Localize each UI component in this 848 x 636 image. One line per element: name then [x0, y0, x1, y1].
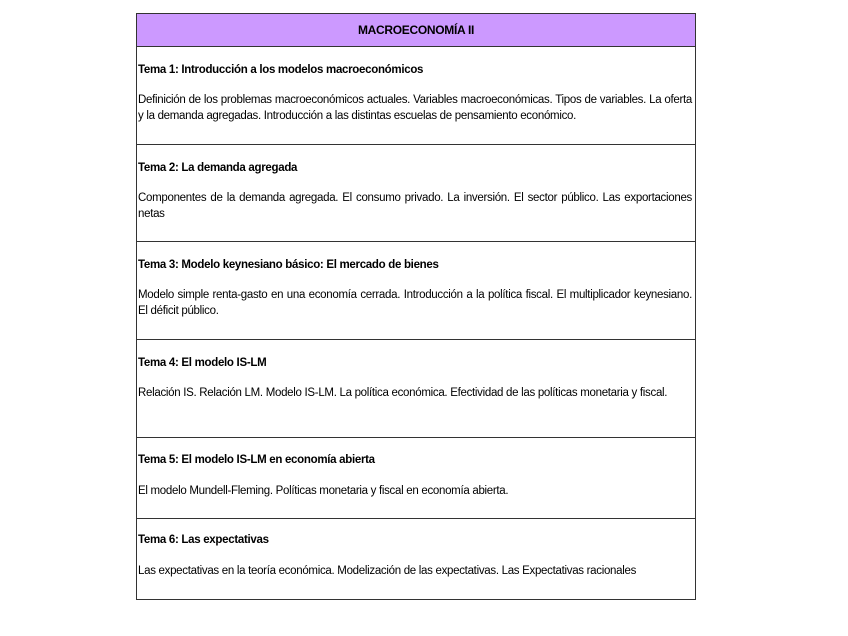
topic-description: Definición de los problemas macroeconómicos actuales. Variables macroeconómicas. Tipos de variables. La oferta y la demanda agregadas. Introducción a las distintas escuelas de pensamiento económico. — [138, 94, 692, 122]
topic-title: Tema 4: El modelo IS-LM — [138, 357, 267, 369]
course-title: MACROECONOMÍA II — [137, 13, 695, 47]
topic-description: Componentes de la demanda agregada. El consumo privado. La inversión. El sector público. Las exportaciones netas — [138, 192, 692, 220]
topic-title: Tema 2: La demanda agregada — [138, 162, 298, 174]
topic-description: Relación IS. Relación LM. Modelo IS-LM. La política económica. Efectividad de las políticas monetaria y fiscal. — [138, 387, 668, 399]
topic-description: Modelo simple renta-gasto en una economía cerrada. Introducción a la política fiscal. El multiplicador keynesiano. El déficit público. — [138, 289, 692, 317]
topic-description: Las expectativas en la teoría económica. Modelización de las expectativas. Las Expectativas racionales — [138, 565, 637, 577]
topic-title: Tema 1: Introducción a los modelos macroeconómicos — [138, 64, 424, 76]
topic-row — [137, 438, 695, 519]
topic-title: Tema 3: Modelo keynesiano básico: El mercado de bienes — [138, 259, 439, 271]
topic-row — [137, 145, 695, 242]
syllabus-table — [136, 13, 696, 600]
topic-row — [137, 242, 695, 340]
topic-row — [137, 47, 695, 145]
topic-title: Tema 6: Las expectativas — [138, 534, 269, 546]
topic-title: Tema 5: El modelo IS-LM en economía abierta — [138, 454, 375, 466]
topic-row — [137, 519, 695, 600]
topic-description: El modelo Mundell-Fleming. Políticas monetaria y fiscal en economía abierta. — [138, 485, 509, 497]
topic-row — [137, 340, 695, 438]
